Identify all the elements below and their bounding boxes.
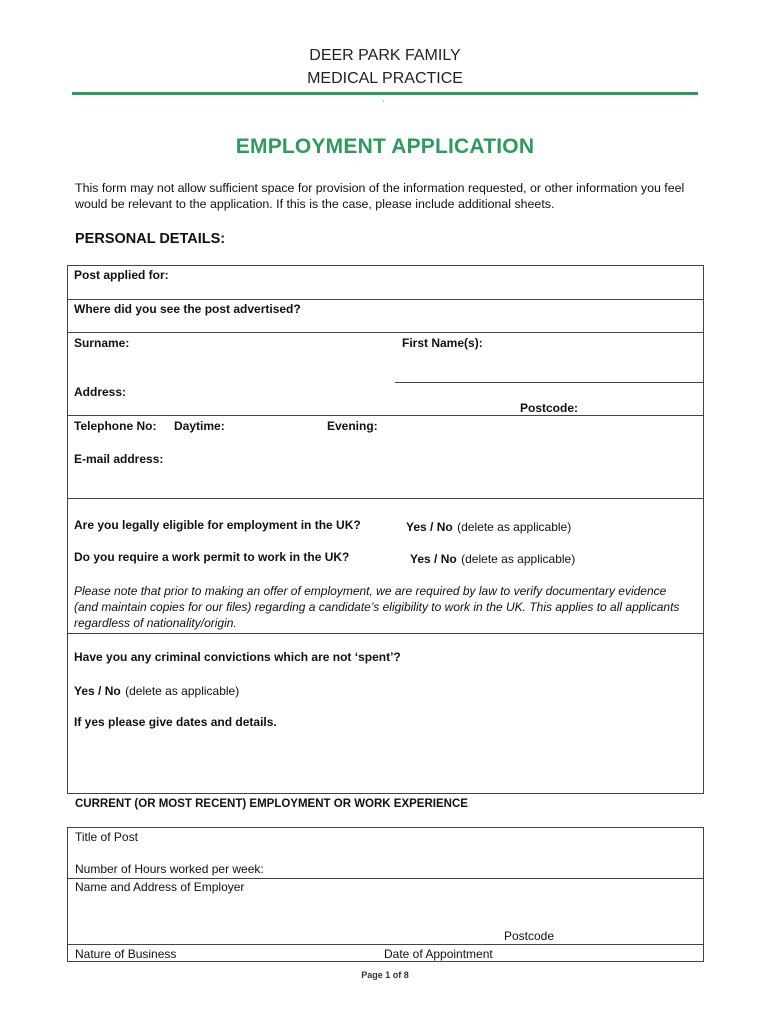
eligibility-question: Are you legally eligible for employment in the UK? [74, 518, 361, 532]
date-of-appointment-label: Date of Appointment [384, 947, 493, 961]
row-divider [395, 382, 704, 383]
email-label: E-mail address: [74, 452, 164, 466]
personal-details-heading: PERSONAL DETAILS: [75, 231, 226, 247]
practice-name-line-2: MEDICAL PRACTICE [307, 70, 463, 87]
legal-eligibility-note: Please note that prior to making an offer of employment, we are required by law to verify documentary evidence (and maintain copies for our files) regarding a candidate’s eligibility to work in the UK. This applies to all applicants regardless of nationality/origin. [74, 584, 680, 630]
header-mark: ' [383, 101, 385, 107]
daytime-label: Daytime: [174, 419, 225, 433]
row-divider [67, 332, 704, 333]
postcode-label: Postcode: [520, 401, 579, 415]
personal-details-table [67, 265, 704, 634]
row-divider [67, 299, 704, 300]
convictions-instruction: (delete as applicable) [125, 684, 240, 698]
address-label: Address: [74, 385, 127, 399]
convictions-answer[interactable] [74, 682, 239, 700]
employer-name-address-label: Name and Address of Employer [75, 880, 245, 894]
title-of-post-label: Title of Post [75, 830, 138, 844]
work-permit-answer[interactable] [410, 550, 575, 568]
telephone-label: Telephone No: [74, 419, 157, 433]
row-divider [67, 944, 704, 945]
convictions-question: Have you any criminal convictions which are not ‘spent’? [74, 650, 401, 664]
employment-table [67, 827, 704, 962]
post-applied-label: Post applied for: [74, 268, 169, 282]
first-names-label: First Name(s): [402, 336, 483, 350]
page-title: EMPLOYMENT APPLICATION [235, 135, 535, 158]
nature-of-business-label: Nature of Business [75, 947, 177, 961]
row-divider [67, 878, 704, 879]
employment-heading: CURRENT (OR MOST RECENT) EMPLOYMENT OR WORK EXPERIENCE [75, 798, 468, 810]
intro-text: This form may not allow sufficient space for provision of the information requested, or other information you feel would be relevant to the application. If this is the case, please include additional sheets. [75, 181, 685, 211]
row-divider [67, 415, 704, 416]
work-permit-question: Do you require a work permit to work in the UK? [74, 550, 350, 564]
work-permit-instruction: (delete as applicable) [461, 552, 576, 566]
practice-name-line-1: DEER PARK FAMILY [309, 47, 461, 64]
employer-postcode-label: Postcode [504, 929, 555, 943]
eligibility-answer[interactable] [406, 518, 571, 536]
row-divider [67, 498, 704, 499]
eligibility-yes-no: Yes / No [406, 520, 453, 534]
post-advertised-label: Where did you see the post advertised? [74, 302, 301, 316]
hours-per-week-label: Number of Hours worked per week: [75, 862, 264, 876]
convictions-yes-no: Yes / No [74, 684, 121, 698]
header-divider [72, 92, 698, 95]
page-number: Page 1 of 8 [361, 970, 409, 980]
convictions-details-label: If yes please give dates and details. [74, 715, 277, 729]
eligibility-instruction: (delete as applicable) [457, 520, 572, 534]
surname-label: Surname: [74, 336, 130, 350]
evening-label: Evening: [327, 419, 378, 433]
work-permit-yes-no: Yes / No [410, 552, 457, 566]
